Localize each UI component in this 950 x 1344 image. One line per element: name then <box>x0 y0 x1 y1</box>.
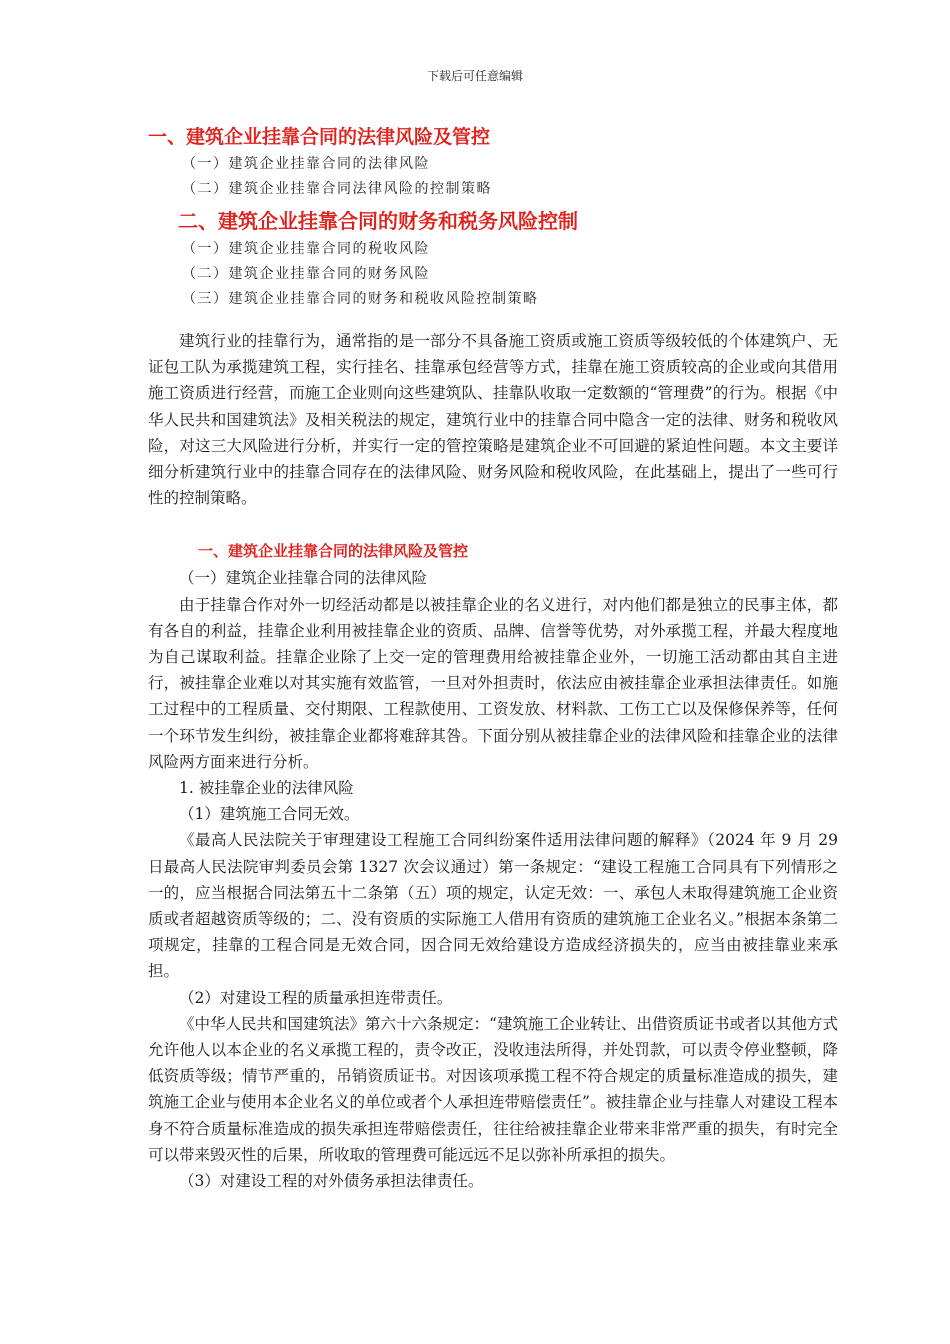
toc-heading-1: 一、建筑企业挂靠合同的法律风险及管控 <box>148 126 491 148</box>
toc-item: （一）建筑企业挂靠合同的法律风险 <box>182 156 430 172</box>
body-paragraph: 由于挂靠合作对外一切经活动都是以被挂靠企业的名义进行，对内他们都是独立的民事主体，都有各自的利益，挂靠企业利用被挂靠企业的资质、品牌、信誉等优势，对外承揽工程，并最大程度地为自己谋取利益。挂靠企业除了上交一定的管理费用给被挂靠企业外，一切施工活动都由其自主进行，被挂靠企业难以对其实施有效监管，一旦对外担责时，依法应由被挂靠企业承担法律责任。如施工过程中的工程质量、交付期限、工程款使用、工资发放、材料款、工伤工亡以及保修保养等，任何一个环节发生纠纷，被挂靠企业都将难辞其咎。下面分别从被挂靠企业的法律风险和挂靠企业的法律风险两方面来进行分析。 <box>148 595 838 771</box>
intro-paragraph: 建筑行业的挂靠行为，通常指的是一部分不具备施工资质或施工资质等级较低的个体建筑户、无证包工队为承揽建筑工程，实行挂名、挂靠承包经营等方式，挂靠在施工资质较高的企业或向其借用施工资质进行经营，而施工企业则向这些建筑队、挂靠队收取一定数额的“管理费”的行为。根据《中华人民共和国建筑法》及相关税法的规定，建筑行业中的挂靠合同中隐含一定的法律、财务和税收风险，对这三大风险进行分析，并实行一定的管控策略是建筑企业不可回避的紧迫性问题。本文主要详细分析建筑行业中的挂靠合同存在的法律风险、财务风险和税收风险，在此基础上，提出了一些可行性的控制策略。 <box>148 332 838 508</box>
toc-item: （二）建筑企业挂靠合同法律风险的控制策略 <box>182 181 492 197</box>
list-item: 1. 被挂靠企业的法律风险 <box>179 779 354 798</box>
list-item: （3）对建设工程的对外债务承担法律责任。 <box>179 1172 484 1191</box>
toc-item: （二）建筑企业挂靠合同的财务风险 <box>182 266 430 282</box>
list-item: （1）建筑施工合同无效。 <box>179 805 360 824</box>
table-of-contents <box>148 122 828 312</box>
section-heading: 一、建筑企业挂靠合同的法律风险及管控 <box>198 542 469 561</box>
body-paragraph: 《最高人民法院关于审理建设工程施工合同纠纷案件适用法律问题的解释》（2024 年 9 月 29 日最高人民法院审判委员会第 1327 次会议通过）第一条规定：“建设工程施工合同具有下列情形之一的，应当根据合同法第五十二条第（五）项的规定，认定无效：一、承包人未取得建筑施工企业资质或者超越资质等级的；二、没有资质的实际施工人借用有资质的建筑施工企业名义。”根据本条第二项规定，挂靠的工程合同是无效合同，因合同无效给建设方造成经济损失的，应当由被挂靠业来承担。 <box>148 831 838 981</box>
toc-item: （三）建筑企业挂靠合同的财务和税收风险控制策略 <box>182 291 539 307</box>
body-paragraph: 《中华人民共和国建筑法》第六十六条规定：“建筑施工企业转让、出借资质证书或者以其他方式允许他人以本企业的名义承揽工程的，责令改正，没收违法所得，并处罚款，可以责令停业整顿，降低资质等级；情节严重的，吊销资质证书。对因该项承揽工程不符合规定的质量标准造成的损失，建筑施工企业与使用本企业名义的单位或者个人承担连带赔偿责任”。被挂靠企业与挂靠人对建设工程本身不符合质量标准造成的损失承担连带赔偿责任，往往给被挂靠企业带来非常严重的损失，有时完全可以带来毁灭性的后果，所收取的管理费可能远远不足以弥补所承担的损失。 <box>148 1014 838 1164</box>
list-item: （2）对建设工程的质量承担连带责任。 <box>179 988 453 1007</box>
subsection-heading: （一）建筑企业挂靠合同的法律风险 <box>179 569 428 588</box>
toc-item: （一）建筑企业挂靠合同的税收风险 <box>182 241 430 257</box>
header-note: 下载后可任意编辑 <box>426 69 523 83</box>
document-body <box>148 328 838 1194</box>
toc-heading-2: 二、建筑企业挂靠合同的财务和税务风险控制 <box>178 209 578 233</box>
